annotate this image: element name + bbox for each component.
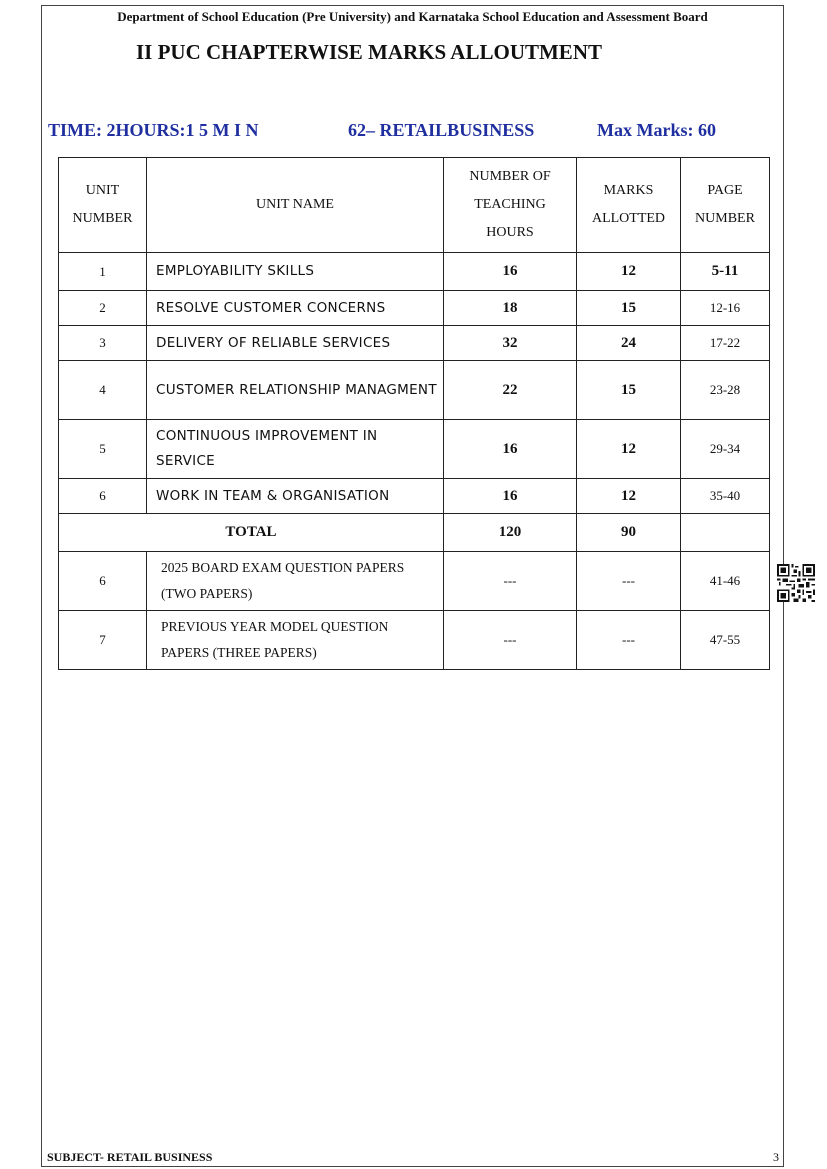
marks-allotted: --- bbox=[577, 552, 681, 611]
page-range: 5-11 bbox=[681, 253, 770, 291]
unit-name: 2025 BOARD EXAM QUESTION PAPERS (TWO PAPERS) bbox=[147, 552, 444, 611]
total-row bbox=[59, 514, 770, 552]
header-teaching-hours bbox=[444, 158, 577, 253]
table-row bbox=[59, 479, 770, 514]
teaching-hours: 22 bbox=[444, 361, 577, 420]
page-range: 47-55 bbox=[681, 611, 770, 670]
table-row bbox=[59, 253, 770, 291]
header-marks-allotted bbox=[577, 158, 681, 253]
page-number: 3 bbox=[773, 1150, 779, 1164]
header-marks-allotted-line: MARKS bbox=[603, 183, 654, 198]
unit-number: 6 bbox=[59, 552, 147, 611]
table-header-row bbox=[59, 158, 770, 253]
marks-allotted: 15 bbox=[577, 361, 681, 420]
header-teaching-hours-line: NUMBER OF bbox=[469, 169, 551, 184]
total-hours: 120 bbox=[444, 514, 577, 552]
exam-time: TIME: 2HOURS:1 5 M I N bbox=[48, 120, 259, 140]
marks-allotted: 24 bbox=[577, 326, 681, 361]
department-header: Department of School Education (Pre University) and Karnataka School Education and Assessment Board bbox=[117, 9, 708, 24]
unit-name: RESOLVE CUSTOMER CONCERNS bbox=[147, 291, 444, 326]
total-label: TOTAL bbox=[59, 514, 444, 552]
teaching-hours: 16 bbox=[444, 253, 577, 291]
header-page-number bbox=[681, 158, 770, 253]
unit-number: 5 bbox=[59, 420, 147, 479]
teaching-hours: 16 bbox=[444, 479, 577, 514]
page-range: 17-22 bbox=[681, 326, 770, 361]
unit-number: 7 bbox=[59, 611, 147, 670]
marks-allotted: 12 bbox=[577, 253, 681, 291]
header-page-number-line: NUMBER bbox=[695, 211, 755, 226]
marks-allotted: 15 bbox=[577, 291, 681, 326]
page-title: II PUC CHAPTERWISE MARKS ALLOUTMENT bbox=[136, 40, 602, 64]
teaching-hours: 18 bbox=[444, 291, 577, 326]
header-marks-allotted-line: ALLOTTED bbox=[591, 211, 666, 226]
teaching-hours: --- bbox=[444, 552, 577, 611]
unit-number: 3 bbox=[59, 326, 147, 361]
max-marks: Max Marks: 60 bbox=[597, 120, 716, 140]
unit-number: 4 bbox=[59, 361, 147, 420]
table-row bbox=[59, 361, 770, 420]
header-unit-number bbox=[59, 158, 147, 253]
footer-subject: SUBJECT- RETAIL BUSINESS bbox=[47, 1150, 213, 1164]
teaching-hours: --- bbox=[444, 611, 577, 670]
subject-code: 62– RETAILBUSINESS bbox=[348, 120, 535, 140]
qr-code-icon bbox=[777, 564, 815, 602]
header-page-number-line: PAGE bbox=[707, 183, 743, 198]
unit-name: CONTINUOUS IMPROVEMENT IN SERVICE bbox=[147, 420, 444, 479]
unit-number: 2 bbox=[59, 291, 147, 326]
page-range: 12-16 bbox=[681, 291, 770, 326]
table-row bbox=[59, 291, 770, 326]
page-range: 23-28 bbox=[681, 361, 770, 420]
page-range: 35-40 bbox=[681, 479, 770, 514]
marks-allotted: --- bbox=[577, 611, 681, 670]
table-row bbox=[59, 611, 770, 670]
marks-allotted: 12 bbox=[577, 479, 681, 514]
table-row bbox=[59, 420, 770, 479]
unit-name: PREVIOUS YEAR MODEL QUESTION PAPERS (THREE PAPERS) bbox=[147, 611, 444, 670]
page-range: 29-34 bbox=[681, 420, 770, 479]
header-unit-number-line: NUMBER bbox=[72, 211, 133, 226]
header-unit-number-line: UNIT bbox=[85, 183, 120, 198]
page-range: 41-46 bbox=[681, 552, 770, 611]
marks-allotted: 12 bbox=[577, 420, 681, 479]
teaching-hours: 16 bbox=[444, 420, 577, 479]
header-teaching-hours-line: TEACHING bbox=[474, 197, 546, 212]
unit-name: EMPLOYABILITY SKILLS bbox=[147, 253, 444, 291]
unit-name: DELIVERY OF RELIABLE SERVICES bbox=[147, 326, 444, 361]
unit-name: CUSTOMER RELATIONSHIP MANAGMENT bbox=[147, 361, 444, 420]
teaching-hours: 32 bbox=[444, 326, 577, 361]
table-row bbox=[59, 552, 770, 611]
header-teaching-hours-line: HOURS bbox=[486, 225, 534, 240]
table-row bbox=[59, 326, 770, 361]
unit-number: 1 bbox=[59, 253, 147, 291]
marks-table bbox=[58, 157, 770, 670]
total-marks: 90 bbox=[577, 514, 681, 552]
total-pages bbox=[681, 514, 770, 552]
unit-name: WORK IN TEAM & ORGANISATION bbox=[147, 479, 444, 514]
header-unit-name: UNIT NAME bbox=[147, 158, 444, 253]
unit-number: 6 bbox=[59, 479, 147, 514]
